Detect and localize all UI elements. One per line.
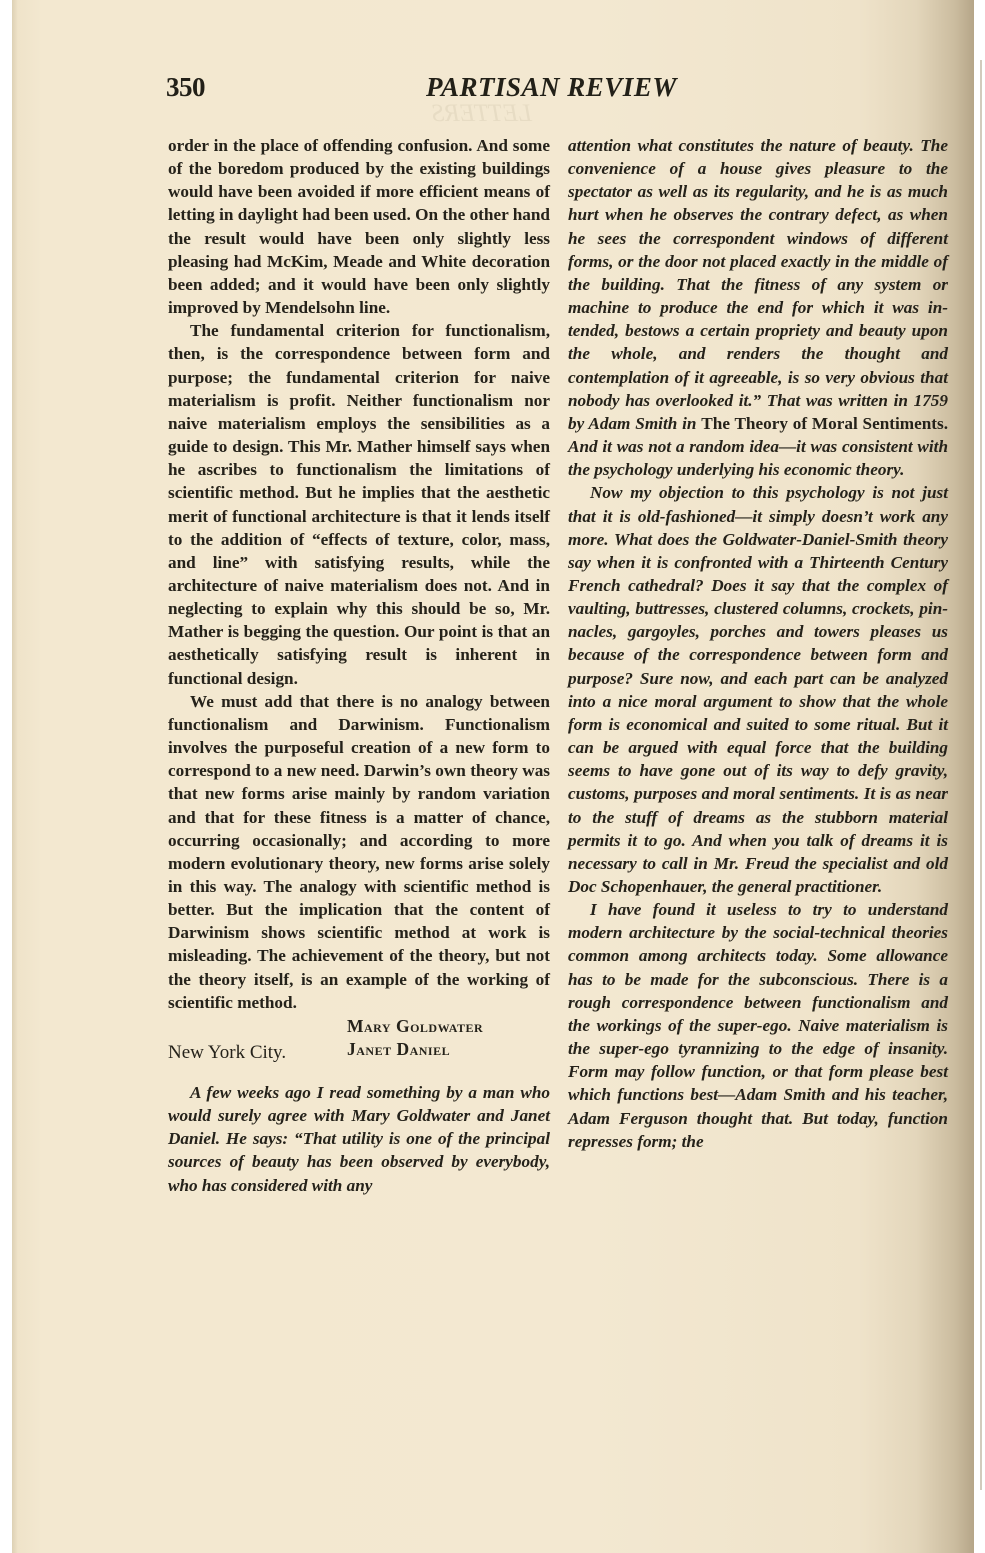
signatory-name: Mary Goldwater bbox=[347, 1015, 484, 1036]
show-through-text: LETTERS bbox=[432, 100, 533, 127]
quote-tail: And it was not a random idea—it was consistent with the psychology underlying his economic theory. bbox=[568, 437, 948, 480]
paragraph: I have found it useless to try to understand modern architecture by the social-technical theories common among architects today. Some allowance has to be made for the subconscious. There is a rough correspondence between functionalism and the workings of the super-ego. Naive materialism is the super-ego tyrannizing to the edge of insanity. Form may follow function, or that form please best which functions best—Adam Smith and his teacher, Adam Ferguson thought that. But today, function represses form; the bbox=[568, 900, 948, 1151]
page-header bbox=[166, 72, 900, 112]
signatory-name: Janet Daniel bbox=[347, 1038, 451, 1059]
quote-text: attention what constitutes the nature of beauty. The convenience of a house gives pleasure to the spectator as well as its regularity, and he is as much hurt when he observes the contrary defect, as when he sees the correspondent windows of different forms, or the door not placed exactly in the middle of the building. That the fitness of any system or machine to produce the end for which it was intended, bestows a certain propriety and beauty upon the whole, and renders the thought and contemplation of it agreeable, is so very obvious that nobody has overlooked it.” That was written in 1759 by Adam Smith in bbox=[568, 136, 948, 433]
letter-signature bbox=[168, 1015, 550, 1065]
signature-place: New York City. bbox=[168, 1041, 287, 1063]
page-number: 350 bbox=[166, 72, 205, 102]
paragraph: order in the place of offending confusion. And some of the boredom produced by the existing buildings would have been avoided if more efficient means of letting in daylight had been used. On the other hand the result would have been only slightly less pleasing had McKim, Meade and White decoration been added; and it would have been only slightly improved by Mendelsohn line. bbox=[168, 136, 550, 318]
reply-paragraph: A few weeks ago I read something by a man who would surely agree with Mary Goldwater and Janet Daniel. He says: “That utility is one of the principal sources of beauty has been observed by everybody, who has considered with any bbox=[168, 1082, 550, 1195]
running-head: PARTISAN REVIEW bbox=[426, 72, 677, 102]
paragraph: The fundamental criterion for functionalism, then, is the correspondence between form and purpose; the fundamental criterion for naive materialism is profit. Neither functionalism nor naive materialism employs the sensibilities as a guide to design. This Mr. Mather himself says when he ascribes to functionalism the limitations of scientific method. But he implies that the aesthetic merit of functional architecture is that it lends itself to the addition of “effects of texture, color, mass, and line” with satisfying results, while the architecture of naive materialism does not. And in neglecting to explain why this should be so, Mr. Mather is begging the question. Our point is that an aesthetically satisfying result is inherent in functional design. bbox=[168, 321, 550, 688]
book-title: The Theory of Moral Sentiments. bbox=[701, 413, 949, 433]
left-column bbox=[168, 134, 550, 1197]
quote-paragraph bbox=[568, 134, 948, 481]
paragraph: Now my objection to this psychology is not just that it is old-fashioned—it simply doesn’t work any more. What does the Goldwater-Daniel-Smith theory say when it is confronted with a Thirteenth Century French cathedral? Does it say that the complex of vaulting, buttresses, clustered columns, crockets, pinnacles, gargoyles, porches and towers pleases us because of the correspondence between form and purpose? Sure now, and each part can be analyzed into a nice moral argument to show that the whole form is economical and suited to some ritual. But it can be argued with equal force that the building seems to have gone out of its way to defy gravity, customs, purposes and moral sentiments. It is as near to the stuff of dreams as the stubborn material permits it to go. And when you talk of dreams it is necessary to call in Mr. Freud the specialist and old Doc Schopenhauer, the general practitioner. bbox=[568, 483, 948, 896]
paragraph: We must add that there is no analogy between functionalism and Darwinism. Functionalism involves the purposeful creation of a new form to correspond to a new need. Darwin’s own theory was that new forms arise mainly by random variation and that for these fitness is a matter of chance, occurring occasionally; and according to more modern evolutionary theory, new forms arise solely in this way. The analogy with scientific method is better. But the implication that the content of Darwinism shows scientific method at work is misleading. The achievement of the theory, but not the theory itself, is an example of the working of scientific method. bbox=[168, 691, 550, 1012]
right-column bbox=[568, 134, 948, 1153]
page-gutter bbox=[980, 60, 982, 1490]
